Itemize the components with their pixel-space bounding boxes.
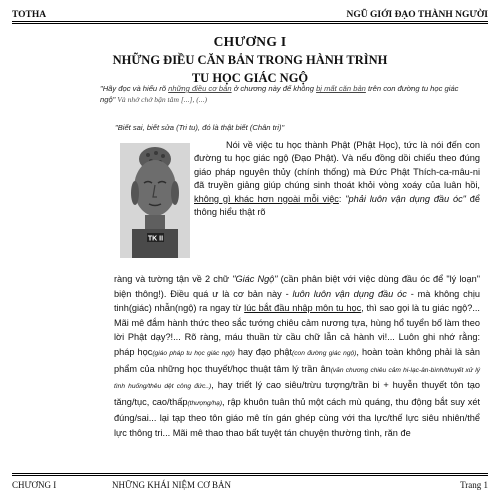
para2-note-l: (văn chương chiêu cảm hi-lạc-ân-bình/thuyết xử lý tình huống/thêu dệt công đức..) [114, 366, 480, 391]
para2-italic-dau-oc: luôn luôn vận dụng đầu óc [292, 288, 407, 299]
header-rule [12, 21, 488, 22]
para2-text-g: , thì sao gọi là tu giác ngộ?... Mãi mê đắm hành thức theo sắc tướng chiêu cảm nương tựa, hùng hổ tuyển bố làm theo lời Phật dạy?!... Rõ ràng, máu thuần từ cầu chữ lẫn cả hành vi!... Luôn ghi nhớ rằng: pháp học [114, 303, 480, 357]
buddha-head-image [120, 143, 190, 258]
footer-chapter: CHƯƠNG I [12, 480, 57, 490]
quote1-underline-1: những điều cơ bản [168, 84, 232, 93]
para1-underline: không gì khác hơn ngoài mỗi việc [194, 193, 339, 204]
para2-underline: lúc bắt đầu nhập môn tu học [244, 303, 362, 314]
para2-text-k: , hoàn toàn không phải là sản phẩm của những học thuyết/học thuật tâm lý trần ân [114, 346, 480, 374]
quote1-part-e: trên con đường tu học giác ngộ" [100, 84, 459, 104]
epigraph-quote [100, 83, 470, 105]
header-rule-double [12, 23, 488, 24]
para2-text-a: ràng và tường tận về 2 chữ [114, 274, 233, 284]
para2-text-e: - mà không chịu tinh(giác) nhẫn(ngộ) ra ngay từ [114, 288, 480, 314]
chapter-title-line2: TU HỌC GIÁC NGỘ [191, 71, 309, 85]
second-quote: "Biết sai, biết sửa (Tri tu), đó là thật biết (Chân tri)" [115, 123, 285, 132]
footer-page-number: Trang 1 [460, 480, 488, 490]
footer-rule-double [12, 475, 488, 476]
chapter-title-block [20, 34, 480, 86]
para2-text-o: , rập khuôn tuân thủ một cách mù quáng, thu động bắt suy xét đúng/sai... lại tạp theo tôn giáo mê tín gán ghép cùng với tha lực/thế lực siêu nhiên/thể lực thông tri... Mãi mê thao thao bất tuyệt tán chuyện thường tình, răn đe [114, 396, 481, 438]
para2-text-i: hay đạo phật [234, 346, 293, 357]
photo-caption: TK II [147, 235, 164, 243]
para1-text-e: để thông hiểu thật rõ [194, 193, 480, 218]
para1-text-a: Nói về việc tu học thành Phật (Phật Học), tức là nói đến con đường tu học giác ngộ (Đạo Phật). Và nếu đồng dồi chiếu theo đúng giáo pháp nguyên thủy (chính thống) mà Đức Phật Thích-ca-mâu-ni đã truyền giảng giúp chúng sinh thoát khỏi vòng xoáy của luân hồi, [194, 140, 480, 191]
chapter-label: CHƯƠNG I [213, 34, 287, 49]
para2-note-j: (con đường giác ngộ) [292, 349, 357, 357]
body-paragraph-1 [194, 139, 480, 219]
quote1-part-c: ở chương này để không [231, 84, 317, 93]
footer-section: NHỮNG KHÁI NIỆM CƠ BẢN [112, 480, 231, 490]
footer-rule [12, 473, 488, 474]
header-right: NGŨ GIỚI ĐẠO THÀNH NGƯỜI [346, 10, 488, 20]
para2-text-m: , hay triết lý cao siêu/trừu tượng/trần bi + huyễn thuyết tôn tạo tăng/tục, cao/thấp [114, 380, 481, 407]
quote1-underline-2: bị mất căn bản [316, 84, 366, 93]
para2-text-c: (cần phân biệt với việc dùng đầu óc để "lý loạn" biện thông!). Điều quá ư là cơ bản này - [114, 274, 480, 299]
body-paragraph-2 [114, 272, 480, 441]
chapter-title-line1: NHỮNG ĐIỀU CĂN BẢN TRONG HÀNH TRÌNH [112, 53, 388, 67]
para2-note-n: (thượng/hạ) [187, 399, 223, 407]
para1-italic: "phải luôn vận dụng đầu óc" [345, 193, 466, 204]
para2-italic-giac-ngo: "Giác Ngộ" [232, 274, 278, 284]
header-left: TOTHA [12, 10, 47, 20]
handwritten-note: Và nhớ chớ bận tâm [...], (...) [115, 95, 208, 104]
buddha-head-photo [120, 143, 190, 258]
para2-note-h: (giáo pháp tu học giác ngộ) [152, 349, 235, 357]
quote1-part-a: "Hãy đọc và hiểu rõ [100, 84, 169, 93]
para1-text-c: : [338, 193, 346, 204]
